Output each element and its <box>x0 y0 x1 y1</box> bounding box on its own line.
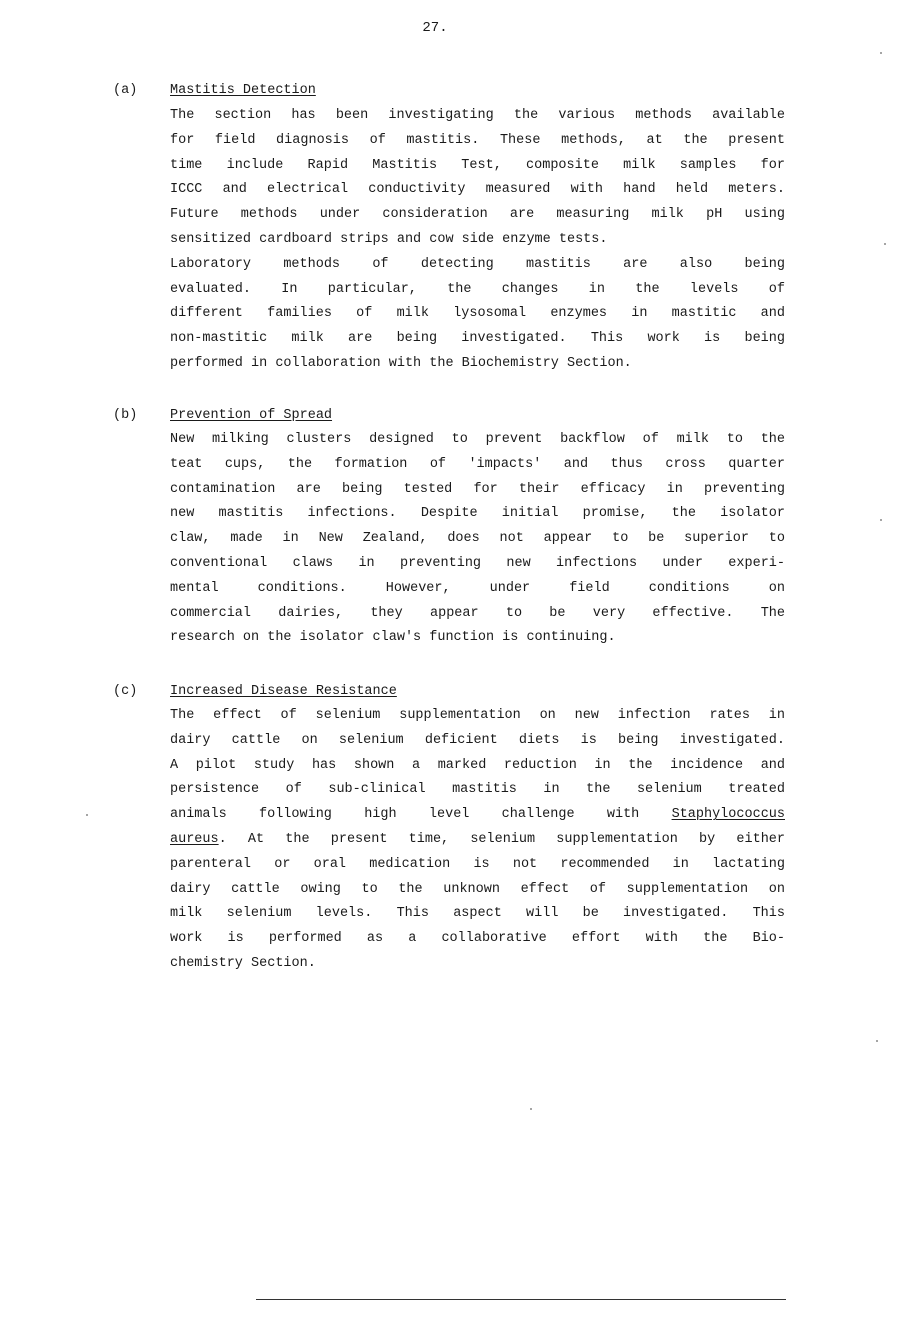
text-line: contamination are being tested for their efficacy in preventing <box>170 481 785 497</box>
scan-speck <box>880 52 882 54</box>
section-heading: Prevention of Spread <box>170 408 333 423</box>
text-line: dairy cattle owing to the unknown effect of supplementation on <box>170 881 785 897</box>
page-number: 27. <box>422 20 448 36</box>
text-line-with-species <box>170 828 785 853</box>
text-line: research on the isolator claw's function is continuing. <box>170 630 616 646</box>
section-mastitis-detection <box>0 83 900 383</box>
text-segment: . At the present time, selenium supplementation by either <box>218 831 785 847</box>
section-label: (b) <box>113 408 138 423</box>
text-line: Laboratory methods of detecting mastitis are also being <box>170 256 785 272</box>
text-line: chemistry Section. <box>170 955 316 971</box>
text-line: mental conditions. However, under field conditions on <box>170 580 785 596</box>
footer-rule <box>256 1299 786 1300</box>
scan-speck <box>876 1040 878 1042</box>
section-label: (a) <box>113 83 138 98</box>
section-paragraph <box>170 104 785 377</box>
text-line: milk selenium levels. This aspect will be investigated. This <box>170 906 785 922</box>
section-paragraph <box>170 704 785 977</box>
section-paragraph <box>170 428 785 651</box>
text-line: sensitized cardboard strips and cow side enzyme tests. <box>170 231 608 247</box>
section-label: (c) <box>113 684 138 699</box>
text-line: work is performed as a collaborative effort with the Bio- <box>170 931 785 947</box>
text-line: teat cups, the formation of 'impacts' and thus cross quarter <box>170 456 785 472</box>
text-line: performed in collaboration with the Biochemistry Section. <box>170 355 632 371</box>
text-line: The effect of selenium supplementation on new infection rates in <box>170 708 785 723</box>
text-line: new mastitis infections. Despite initial promise, the isolator <box>170 506 785 522</box>
section-heading: Increased Disease Resistance <box>170 684 397 699</box>
text-line: evaluated. In particular, the changes in the levels of <box>170 281 785 297</box>
species-name-genus: Staphylococcus <box>671 807 785 823</box>
text-line: persistence of sub-clinical mastitis in the selenium treated <box>170 782 785 798</box>
text-line: dairy cattle on selenium deficient diets is being investigated. <box>170 732 785 748</box>
text-line: commercial dairies, they appear to be very effective. The <box>170 605 785 621</box>
text-line: time include Rapid Mastitis Test, composite milk samples for <box>170 157 785 173</box>
section-prevention-of-spread <box>0 408 900 658</box>
text-line: claw, made in New Zealand, does not appear to be superior to <box>170 531 785 547</box>
text-line: parenteral or oral medication is not recommended in lactating <box>170 856 785 872</box>
text-line: different families of milk lysosomal enzymes in mastitic and <box>170 306 785 322</box>
text-segment: animals following high level challenge with <box>170 807 640 823</box>
text-line: ICCC and electrical conductivity measured with hand held meters. <box>170 182 785 198</box>
text-line-with-species <box>170 803 785 828</box>
scan-speck <box>86 814 88 816</box>
text-line: The section has been investigating the various methods available <box>170 108 785 123</box>
scan-speck <box>884 243 886 245</box>
section-heading: Mastitis Detection <box>170 83 316 98</box>
text-line: non-mastitic milk are being investigated. This work is being <box>170 331 785 347</box>
section-increased-disease-resistance <box>0 684 900 994</box>
text-line: for field diagnosis of mastitis. These methods, at the present <box>170 132 785 148</box>
text-line: conventional claws in preventing new infections under experi- <box>170 555 785 571</box>
text-line: Future methods under consideration are measuring milk pH using <box>170 207 785 223</box>
scan-speck <box>530 1108 532 1110</box>
text-line: New milking clusters designed to prevent backflow of milk to the <box>170 432 785 447</box>
scan-speck <box>880 519 882 521</box>
text-line: A pilot study has shown a marked reduction in the incidence and <box>170 757 785 773</box>
species-name-epithet: aureus <box>170 831 219 847</box>
